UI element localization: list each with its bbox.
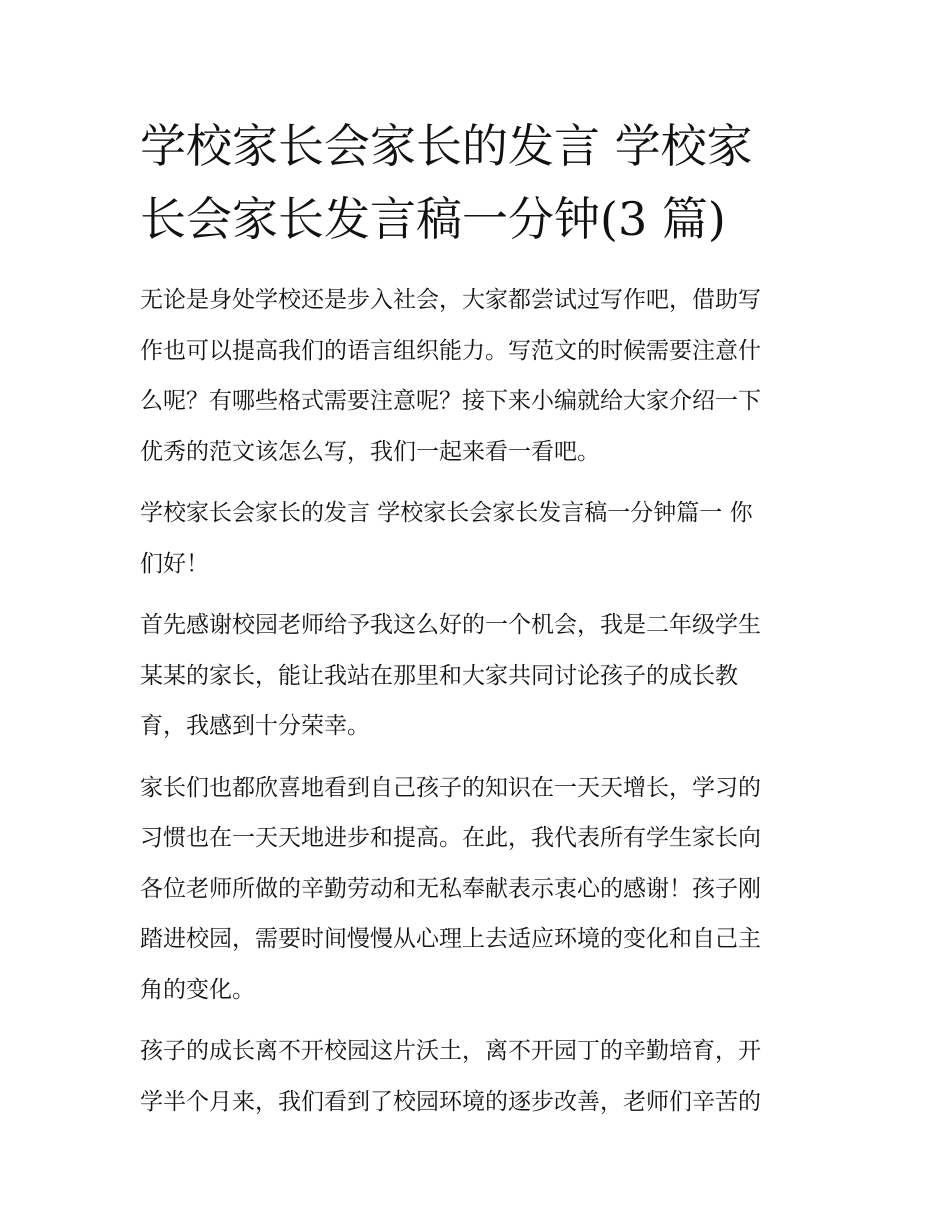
paragraph-intro — [140, 282, 820, 484]
text-line: 学校家长会家长的发言 学校家长会家长发言稿一分钟篇一 你 — [140, 500, 753, 526]
paragraph-progress — [140, 770, 820, 1023]
text-line: 角的变化。 — [140, 976, 255, 1003]
paragraph-thanks — [140, 607, 820, 759]
text-line: 各位老师所做的辛勤劳动和无私奉献表示衷心的感谢！孩子刚 — [140, 875, 761, 902]
text-line: 么呢？有哪些格式需要注意呢？接下来小编就给大家介绍一下 — [140, 388, 761, 414]
text-line: 无论是身处学校还是步入社会，大家都尝试过写作吧，借助写 — [140, 287, 761, 313]
text-line: 孩子的成长离不开校园这片沃土，离不开园丁的辛勤培育，开 — [140, 1038, 761, 1064]
text-line: 家长们也都欣喜地看到自己孩子的知识在一天天增长，学习的 — [140, 774, 761, 801]
text-line: 优秀的范文该怎么写，我们一起来看一看吧。 — [140, 438, 600, 465]
text-line: 某某的家长，能让我站在那里和大家共同讨论孩子的成长教 — [140, 662, 738, 689]
text-line: 作也可以提高我们的语言组织能力。写范文的时候需要注意什 — [140, 337, 761, 364]
text-line: 育，我感到十分荣幸。 — [140, 713, 370, 739]
title-line: 学校家长会家长的发言 学校家 — [140, 119, 753, 173]
text-line: 踏进校园，需要时间慢慢从心理上去适应环境的变化和自己主 — [140, 926, 761, 952]
paragraph-growth — [140, 1033, 820, 1134]
text-line: 习惯也在一天天地进步和提高。在此，我代表所有学生家长向 — [140, 825, 761, 851]
text-line: 学半个月来，我们看到了校园环境的逐步改善，老师们辛苦的 — [140, 1088, 761, 1115]
paragraph-section-heading — [140, 495, 820, 596]
document-title — [140, 116, 820, 262]
text-line: 们好！ — [140, 550, 209, 577]
text-line: 首先感谢校园老师给予我这么好的一个机会，我是二年级学生 — [140, 612, 761, 638]
title-line: 长会家长发言稿一分钟(3 篇) — [140, 192, 726, 246]
document-body — [140, 282, 820, 1145]
